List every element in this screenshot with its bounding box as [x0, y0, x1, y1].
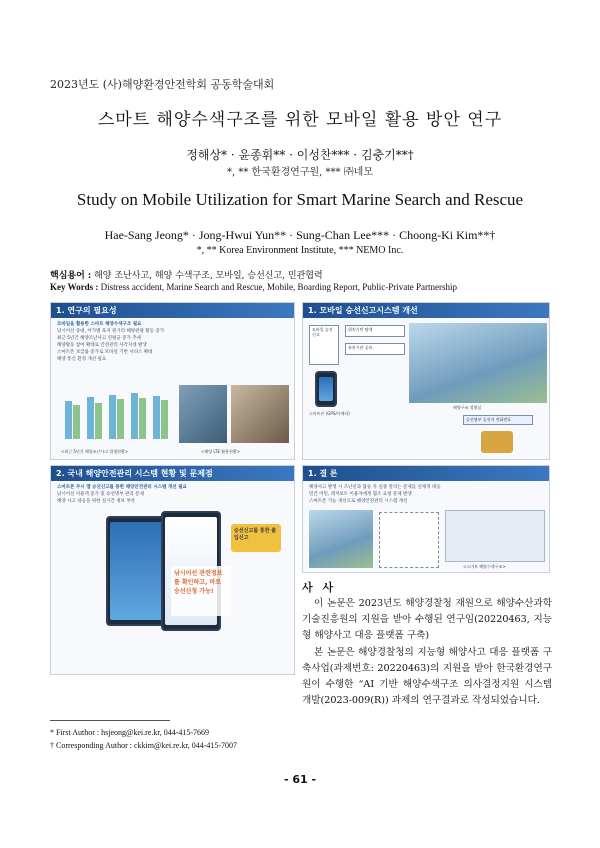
panel-research-necessity-text: [51, 318, 294, 366]
accident-bar-chart: [61, 383, 171, 445]
acknowledgement-paragraph-1: 이 논문은 2023년도 해양경찰청 재원으로 해양수산과학기술진흥원의 지원을 받아 수행된 연구임(20220463, 지능형 해양사고 대응 플랫폼 구축): [302, 598, 552, 642]
flow-box: 유관기관 공유: [345, 343, 405, 355]
sea-map-image: [179, 385, 227, 443]
authors-korean: 정해상* · 윤종휘** · 이성찬*** · 김충기**†: [186, 148, 414, 162]
panel-mobile-boarding-system: [302, 302, 550, 460]
conference-header: 2023년도 (사)해양환경안전학회 공동학술대회: [50, 78, 275, 91]
panel-domestic-system-title: 2. 국내 해양안전관리 시스템 현황 및 문제점: [51, 466, 294, 481]
phone-caption: 스마트폰 (GPS/카메라): [309, 411, 350, 416]
panel-research-necessity-title: 1. 연구의 필요성: [51, 303, 294, 318]
panel-conclusion: [302, 465, 550, 573]
keywords-korean-label: 핵심용어 :: [50, 271, 92, 281]
panel-line: 스마트폰 기능 개선으로 해양안전관리 시스템 개선: [309, 499, 408, 504]
chart-bar: [131, 393, 138, 439]
flow-box: 승선명부 승선자 전화번호: [463, 415, 533, 425]
footnote-corresponding-author: † Corresponding Author : ckkim@kei.re.kr, 044-415-7007: [50, 741, 238, 750]
page-number: - 61 -: [283, 773, 317, 786]
panel-line: 최근 5년간 해양조난사고 연평균 증가 추세: [57, 336, 141, 341]
app-feature-callout: 낚시어선 관련정보를 확인하고, 바로 승선신청 가능!: [171, 566, 231, 616]
keywords-english-text: Distress accident, Marine Search and Rescue, Mobile, Boarding Report, Public-Private Partnership: [100, 282, 458, 292]
acknowledgement-title: 사 사: [302, 581, 337, 594]
panel-line: 해양 통신 환경 개선 필요: [57, 357, 107, 362]
chart-bar: [109, 395, 116, 439]
panel-line: 낚시어선 증대, 어가별 육지 원거리 해양관광 활동 증가: [57, 329, 165, 334]
chart-bar: [139, 398, 146, 439]
title-english: Study on Mobile Utilization for Smart Marine Search and Rescue: [76, 190, 524, 209]
coastal-map-image: [309, 510, 373, 568]
flow-diagram: [379, 512, 439, 568]
panel-line: 해양 사고 대응을 위한 실시간 정보 부족: [57, 499, 136, 504]
chart-bar: [87, 397, 94, 439]
panel-conclusion-text: [303, 481, 549, 508]
conclusion-caption: <스마트 해양수색구조>: [463, 564, 506, 569]
title-korean: 스마트 해양수색구조를 위한 모바일 활용 방안 연구: [97, 110, 503, 130]
panel-line: 스마트폰 보급률 증가로 모바일 기반 서비스 확대: [57, 350, 153, 355]
chart-bar: [161, 400, 168, 439]
affiliation-english: *, ** Korea Environment Institute, *** NEMO Inc.: [196, 245, 404, 256]
footnote-rule: [50, 720, 170, 721]
panel-domestic-system-text: [51, 481, 294, 508]
panel-line: 해양사고 발생 시 조난선과 탑승 자 실종 알리는 문제를 선제적 대응: [309, 485, 441, 490]
acknowledgement-paragraph-2: 본 논문은 해양경찰청의 지능형 해양사고 대응 플랫폼 구축사업(과제번호: 20220463)의 지원을 받아 한국환경연구원이 수행한 “AI 기반 해양수색구조 의사결정지원 시스템 개발(2023-009(R)) 과제의 연구결과로 작성되었습니다.: [302, 646, 552, 707]
panel-domestic-system-status: [50, 465, 295, 675]
flow-box: 모바일 승선신고: [309, 325, 339, 365]
dashboard-screenshot: [445, 510, 545, 562]
panel-subhead: 스마트폰 무시 앱 승선신고를 통한 해양안전관리 시스템 개선 필요: [57, 485, 187, 490]
affiliation-korean: *, ** 한국환경연구원, *** ㈜네모: [226, 167, 373, 178]
flow-box: 위치기반 탐색: [345, 325, 405, 337]
keywords-korean: [50, 268, 323, 281]
panel-subhead: 모바일을 활용한 스마트 해양수색구조 필요: [57, 322, 142, 327]
photo-caption: <해양 LTE 활용현황>: [201, 449, 241, 454]
authors-english: Hae-Sang Jeong* · Jong-Hwui Yun** · Sung-Chan Lee*** · Choong-Ki Kim**†: [104, 228, 496, 242]
keywords-korean-text: 해양 조난사고, 해양 수색구조, 모바일, 승선신고, 민관협력: [94, 271, 323, 281]
database-icon: [481, 431, 513, 453]
smartphone-app-image: [106, 516, 166, 626]
smartphone-icon: [315, 371, 337, 407]
rescue-map-image: [409, 323, 547, 403]
panel-line: 해양활동 참여 확대로 안전관리 사각지대 발생: [57, 343, 147, 348]
map-caption: 해양구조 정황실: [453, 405, 482, 410]
panel-research-necessity: [50, 302, 295, 460]
keywords-english-label: Key Words :: [50, 282, 99, 292]
panel-line: 민간 어민, 레저보트 이용자에게 협조 요청 문제 발생: [309, 492, 412, 497]
chart-bar: [117, 399, 124, 439]
panel-mobile-boarding-title: 1. 모바일 승선신고시스템 개선: [303, 303, 549, 318]
chart-bar: [73, 405, 80, 439]
boarding-callout: 승선신고를 통한 출입신고: [231, 524, 281, 552]
footnote-first-author: * First Author : hsjeong@kei.re.kr, 044-415-7669: [50, 728, 210, 737]
panel-line: 낚시어선 이용객 증가 및 승선명부 관리 문제: [57, 492, 144, 497]
chart-caption: <최근 5년간 해양조난사고 발생현황>: [61, 449, 129, 454]
keywords-english: [50, 282, 457, 292]
chart-bar: [95, 403, 102, 439]
chart-bar: [153, 396, 160, 439]
panel-conclusion-title: 1. 결 론: [303, 466, 549, 481]
acknowledgement-body: [302, 596, 552, 709]
rescue-photo: [231, 385, 289, 443]
chart-bar: [65, 401, 72, 439]
